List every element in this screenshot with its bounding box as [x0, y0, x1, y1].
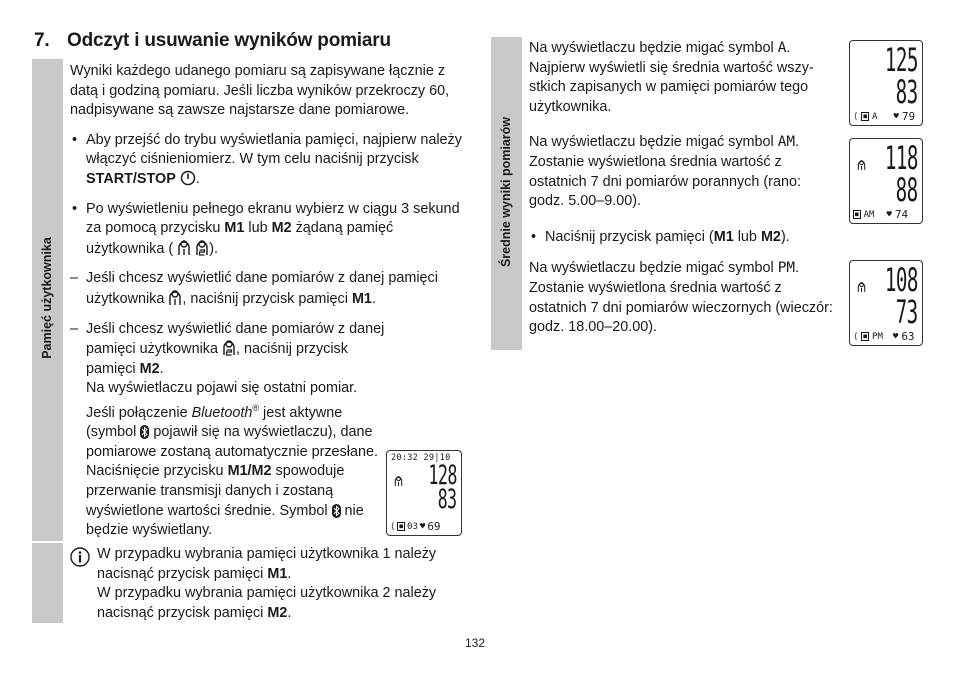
lcd-bottom-row [853, 110, 915, 123]
signal-icon: ⟨ [853, 331, 859, 342]
heart-icon: ♥ [893, 111, 899, 122]
left-side-bar-top [32, 59, 63, 541]
bluetooth-icon [332, 504, 341, 518]
lcd-diastolic: 88 [896, 171, 918, 209]
start-stop-label: START/STOP [86, 170, 176, 187]
page-number: 132 [465, 636, 486, 650]
user2-icon [222, 339, 236, 356]
heart-icon: ♥ [892, 331, 899, 342]
memory-icon: ■ [855, 211, 859, 218]
info-note: W przypadku wybrania pamięci użytkownika 1 należy nacisnąć przycisk pamięci M1. W przypadku wybrania pamięci użytkownika 2 należy nacisnąć przycisk pamięci M2. [70, 545, 465, 623]
lcd-bottom-row [853, 330, 915, 343]
section-title: Odczyt i usuwanie wyników pomiaru [67, 30, 391, 51]
user1-icon [168, 289, 182, 306]
bullet-press-memory: • Naciśnij przycisk pamięci (M1 lub M2). [529, 228, 834, 248]
bullet-select-user: • Po wyświetleniu pełnego ekranu wybierz w ciągu 3 sekund za pomocą przycisku M1 lub M2 żądaną pamięć użytkownika ( ). [70, 200, 465, 260]
lcd-pulse: 63 [901, 330, 915, 343]
power-icon [180, 170, 196, 186]
lcd-memory-label: A [872, 111, 878, 122]
user1-icon [394, 475, 403, 487]
lcd-systolic: 125 [885, 41, 918, 79]
dash-user1: – Jeśli chcesz wyświetlić dane pomiarów z danej pamięci użytkownika , naciśnij przycisk pamięci M1. [70, 269, 465, 309]
user1-icon [857, 281, 866, 293]
user2-icon [195, 239, 209, 256]
memory-icon: ■ [863, 333, 868, 340]
lcd-datetime: 20:32 29|10 [391, 453, 451, 463]
signal-icon: ⟨ [853, 111, 859, 122]
lcd-display-average-all [849, 40, 923, 126]
side-label-averages: Średnie wyniki pomiarów [499, 116, 513, 268]
user1-icon [177, 239, 191, 256]
lcd-memory-label: AM [863, 209, 875, 220]
symbol-pm: PM [777, 260, 796, 277]
heart-icon: ♥ [419, 521, 426, 532]
intro-paragraph: Wyniki każdego udanego pomiaru są zapisywane łącznie z datą i godziną pomiaru. Jeśli liczba wyników przekroczy 60, nadpisywane są zawsze najstarsze dane pomiarowe. [70, 63, 450, 119]
paragraph-avg-all: Na wyświetlaczu będzie migać symbol A. Najpierw wyświetli się średnia wartość wszystkich zapisanych w pamięci pomiarów tego użytkownika. [529, 40, 814, 115]
memory-icon: ■ [863, 113, 868, 120]
section-number: 7. [34, 30, 50, 51]
lcd-pulse: 69 [427, 520, 441, 533]
lcd-diastolic: 73 [896, 293, 918, 331]
heart-icon: ♥ [886, 209, 892, 220]
signal-icon: ⟨ [390, 521, 396, 532]
dash-user2: – Jeśli chcesz wyświetlić dane pomiarów z danej pamięci użytkownika , naciśnij przycisk pamięci M2. Na wyświetlaczu pojawi się ostatni pomiar. Jeśli połączenie Bluetooth® jest aktywne (symbol pojawił się na wyświetlaczu), dane pomiarowe zostaną automatycznie przesłane. Naciśnięcie przycisku M1/M2 spowoduje przerwanie transmisji danych i zostaną wyświetlone wartości średnie. Symbol nie będzie wyświetlany. [70, 320, 386, 541]
symbol-a: A [777, 40, 787, 56]
lcd-pulse: 79 [901, 110, 916, 123]
lcd-bottom-row [853, 208, 908, 221]
user1-icon [857, 159, 866, 171]
lcd-memory-label: PM [872, 331, 883, 342]
paragraph-avg-pm: Na wyświetlaczu będzie migać symbol PM. Zostanie wyświetlona średnia wartość z ostatnich 7 dni pomiarów wieczornych (wieczór: godz. 18.00–20.00). [529, 260, 833, 336]
right-side-bar [491, 37, 522, 350]
bullet-text: Aby przejść do trybu wyświetlania pamięci, najpierw należy włączyć ciśnieniomierz. W tym celu naciśnij przycisk [86, 131, 462, 168]
memory-icon: ■ [399, 523, 404, 530]
section-heading [34, 30, 391, 52]
symbol-am: AM [777, 134, 796, 151]
lcd-display-average-pm [849, 260, 923, 346]
lcd-diastolic: 83 [896, 73, 918, 111]
side-label-user-memory: Pamięć użytkownika [40, 237, 54, 359]
left-side-bar-bottom [32, 543, 63, 623]
right-column [529, 39, 834, 348]
bullet-enter-memory: • Aby przejść do trybu wyświetlania pamięci, najpierw należy włączyć ciśnieniomierz. W tym celu naciśnij przycisk START/STOP . [70, 131, 465, 190]
lcd-display-memory [386, 450, 462, 536]
lcd-systolic: 118 [885, 139, 918, 177]
lcd-bottom-row [390, 520, 441, 533]
lcd-pulse: 74 [894, 208, 909, 221]
lcd-memory-label: 03 [407, 521, 418, 532]
info-icon [70, 547, 90, 567]
lcd-diastolic: 83 [438, 484, 457, 515]
lcd-display-average-am [849, 138, 923, 224]
lcd-systolic: 108 [885, 261, 918, 299]
lcd-systolic: 128 [428, 460, 457, 491]
paragraph-avg-am: Na wyświetlaczu będzie migać symbol AM. Zostanie wyświetlona średnia wartość z ostatnich 7 dni pomiarów porannych (rano: godz. 5.00–9.00). [529, 134, 801, 210]
